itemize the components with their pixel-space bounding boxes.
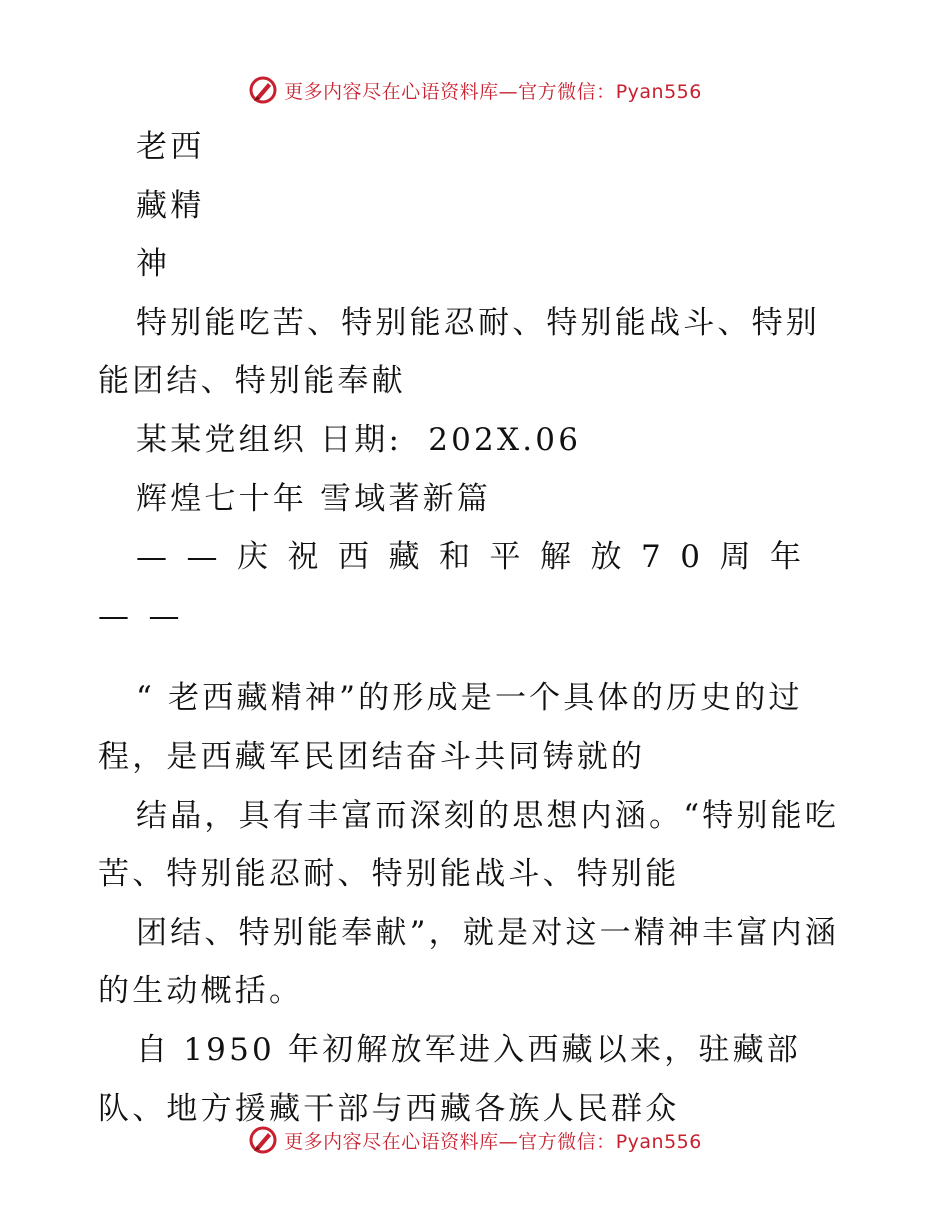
watermark-text: 更多内容尽在心语资料库—官方微信：Pyan556 bbox=[284, 1130, 702, 1153]
pen-logo-icon bbox=[248, 1125, 278, 1155]
document-body bbox=[98, 118, 850, 1138]
paragraph-2: 结晶，具有丰富而深刻的思想内涵。“特别能吃苦、特别能忍耐、特别能战斗、特别能 bbox=[98, 797, 840, 893]
paragraph-1: “ 老西藏精神”的形成是一个具体的历史的过程，是西藏军民团结奋斗共同铸就的 bbox=[98, 680, 803, 775]
paragraph-4: 自 1950 年初解放军进入西藏以来，驻藏部队、地方援藏干部与西藏各族人民群众 bbox=[98, 1031, 801, 1127]
heading: 辉煌七十年 雪域著新篇 bbox=[136, 480, 492, 517]
title-line-2: 藏精 bbox=[136, 187, 205, 224]
spacer bbox=[98, 645, 850, 669]
pen-logo-icon bbox=[248, 75, 278, 105]
title-line-3: 神 bbox=[136, 246, 171, 283]
title-line-1: 老西 bbox=[136, 129, 205, 165]
watermark-banner-top bbox=[0, 70, 950, 110]
watermark-text: 更多内容尽在心语资料库—官方微信：Pyan556 bbox=[284, 80, 702, 103]
org-date: 某某党组织 日期: 202X.06 bbox=[136, 421, 582, 458]
paragraph-3: 团结、特别能奉献”，就是对这一精神丰富内涵的生动概括。 bbox=[98, 914, 840, 1010]
subtitle: 特别能吃苦、特别能忍耐、特别能战斗、特别能团结、特别能奉献 bbox=[98, 304, 820, 400]
heading-sub: ——庆祝西藏和平解放70周年—— bbox=[98, 539, 821, 634]
watermark-banner-bottom bbox=[0, 1120, 950, 1160]
